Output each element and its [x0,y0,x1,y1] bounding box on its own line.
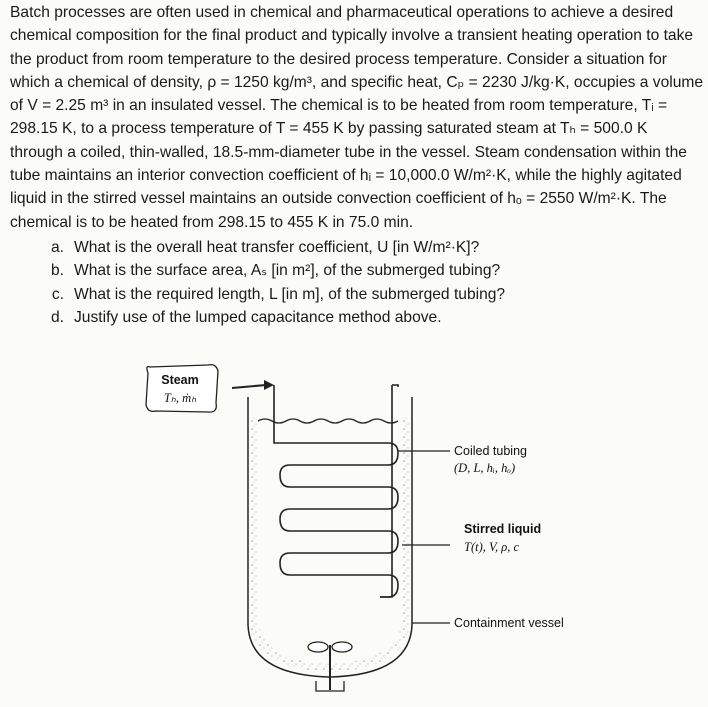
question-text: What is the surface area, Aₛ [in m²], of the submerged tubing? [74,262,501,280]
coil-label: Coiled tubing [454,444,527,458]
steam-vars: Tₕ, ṁₕ [163,391,197,405]
liquid-label: Stirred liquid [464,522,542,536]
question-label: d. [50,308,64,326]
vessel-diagram [130,355,630,705]
question-a [10,236,704,259]
problem-paragraph: Batch processes are often used in chemical and pharmaceutical operations to achieve a desired chemical composition for the final product and typically involve a transient heating operation to take the product from room temperature to the desired process temperature. Consider a situation for which a chemical of density, ρ = 1250 kg/m³, and specific heat, Cₚ = 2230 J/kg·K, occupies a volume of V = 2.25 m³ in an insulated vessel. The chemical is to be heated from room temperature, Tᵢ = 298.15 K, to a process temperature of T = 455 K by passing saturated steam at Tₕ = 500.0 K through a coiled, thin-walled, 18.5-mm-diameter tube in the vessel. Steam condensation within the tube maintains an interior convection coefficient of hᵢ = 10,000.0 W/m²·K, while the highly agitated liquid in the stirred vessel maintains an outside convection coefficient of hₒ = 2550 W/m²·K. The chemical is to be heated from 298.15 to 455 K in 75.0 min. [10,4,704,231]
question-list [10,236,704,329]
question-b [10,259,704,282]
question-text: What is the required length, L [in m], of the submerged tubing? [74,285,506,303]
liquid-vars: T(t), V, ρ, c [464,540,520,554]
question-label: b. [50,262,64,280]
question-c [10,283,704,306]
steam-inlet-arrow [232,380,274,390]
steam-label: Steam [161,373,199,387]
question-text: Justify use of the lumped capacitance method above. [74,308,442,326]
question-label: c. [51,285,64,303]
question-label: a. [50,238,64,256]
containment-vessel [248,397,412,677]
question-text: What is the overall heat transfer coefficient, U [in W/m²·K]? [74,238,480,256]
problem-statement [10,1,704,329]
question-d [10,306,704,329]
steam-callout [146,365,218,412]
coil-vars: (D, L, hᵢ, hₒ) [454,461,516,475]
vessel-label: Containment vessel [454,616,564,630]
